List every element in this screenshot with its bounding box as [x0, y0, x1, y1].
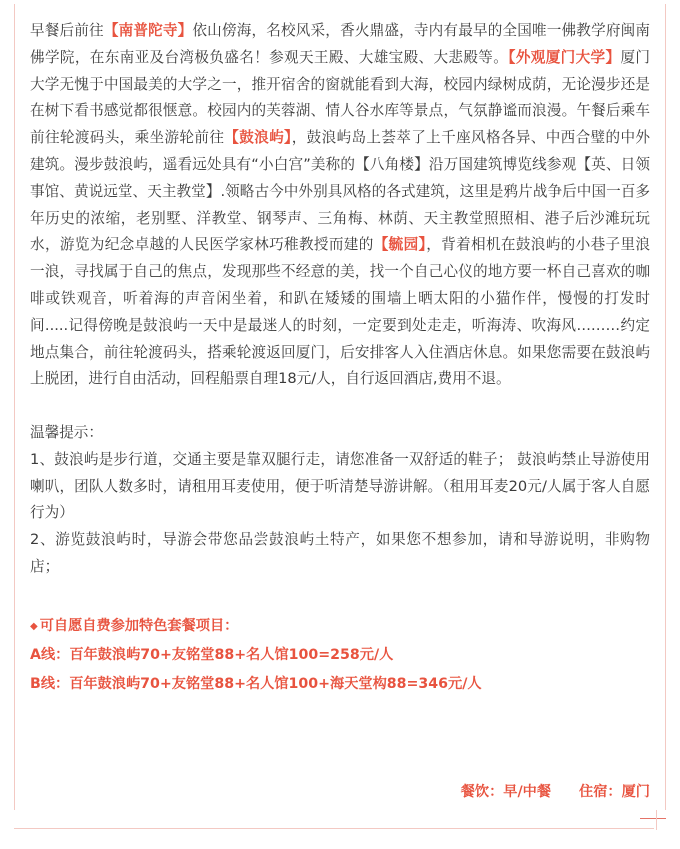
itinerary-content	[30, 18, 650, 699]
diamond-icon: ◆	[30, 620, 38, 632]
tips-heading: 温馨提示：	[30, 423, 103, 441]
highlight-nanputuo: 【南普陀寺】	[103, 22, 193, 39]
corner-decoration	[640, 818, 666, 819]
meals-label: 餐饮：早/中餐	[460, 784, 552, 800]
itinerary-paragraph	[30, 18, 650, 393]
packages-heading: 可自愿自费参加特色套餐项目：	[39, 617, 239, 634]
tips-item-2: 2、游览鼓浪屿时，导游会带您品尝鼓浪屿土特产，如果您不想参加，请和导游说明，非购物店；	[30, 531, 650, 575]
package-line-b: B线：百年鼓浪屿70+友铭堂88+名人馆100+海天堂构88=346元/人	[30, 675, 482, 692]
highlight-xiamen-university: 【外观厦门大学】	[508, 48, 621, 66]
tips-item-1: 1、鼓浪屿是步行道，交通主要是靠双腿行走，请您准备一双舒适的鞋子； 鼓浪屿禁止导游使用喇叭，团队人数多时，请租用耳麦使用，便于听清楚导游讲解。（租用耳麦20元/人属于客人自愿行为）	[30, 450, 650, 522]
corner-decoration-vertical	[656, 810, 657, 830]
itinerary-text: ，背着相机在鼓浪屿的小巷子里浪一浪，寻找属于自己的焦点，发现那些不经意的美，找一个自己心仪的地方要一杯自己喜欢的咖啡或铁观音，听着海的声音闲坐着，和趴在矮矮的围墙上晒太阳的小猫作伴，慢慢的打发时间.....记得傍晚是鼓浪屿一天中是最迷人的时刻，一定要到处走走，听海涛、吹海风………约定地点集合，前往轮渡码头，搭乘轮渡返回厦门，后安排客人入住酒店休息。如果您需要在鼓浪屿上脱团，进行自由活动，回程船票自理18元/人，自行返回酒店,费用不退。	[30, 236, 650, 388]
packages-heading-row	[30, 612, 650, 641]
package-line-a: A线：百年鼓浪屿70+友铭堂88+名人馆100=258元/人	[30, 646, 394, 663]
meals-lodging-info	[461, 779, 650, 805]
itinerary-text: 依山傍海，名校风采，香火鼎盛，寺内有最早的全国唯一佛教学府闽南佛学院，在东南亚及台湾极负盛名！参观天王殿、大雄宝殿、大悲殿等。	[30, 22, 650, 66]
itinerary-text: 厦门大学无愧于中国最美的大学之一，推开宿舍的窗就能看到大海，校园内绿树成荫，无论漫步还是在树下看书感觉都很惬意。校园内的芙蓉湖、情人谷水库等景点，气氛静谧而浪漫。午餐后乘车前往轮渡码头，乘坐游轮前往	[30, 48, 650, 147]
lodging-label: 住宿：厦门	[579, 784, 650, 800]
bottom-divider	[14, 828, 654, 829]
itinerary-text: ，鼓浪屿岛上荟萃了上千座风格各异、中西合璧的中外建筑。漫步鼓浪屿，遥看远处具有“小白宫”美称的【八角楼】沿万国建筑博览线参观【英、日领事馆、黄说远堂、天主教堂】.领略古今中外别具风格的各式建筑，这里是鸦片战争后中国一百多年历史的浓缩，老别墅、洋教堂、钢琴声、三角梅、林荫、天主教堂照照相、港子后沙滩玩玩水，游览为纪念卓越的人民医学家林巧稚教授而建的	[30, 129, 650, 254]
highlight-yuyuan: 【毓园】	[373, 236, 427, 254]
highlight-gulangyu: 【鼓浪屿】	[224, 129, 292, 147]
itinerary-text: 早餐后前往	[30, 22, 104, 39]
